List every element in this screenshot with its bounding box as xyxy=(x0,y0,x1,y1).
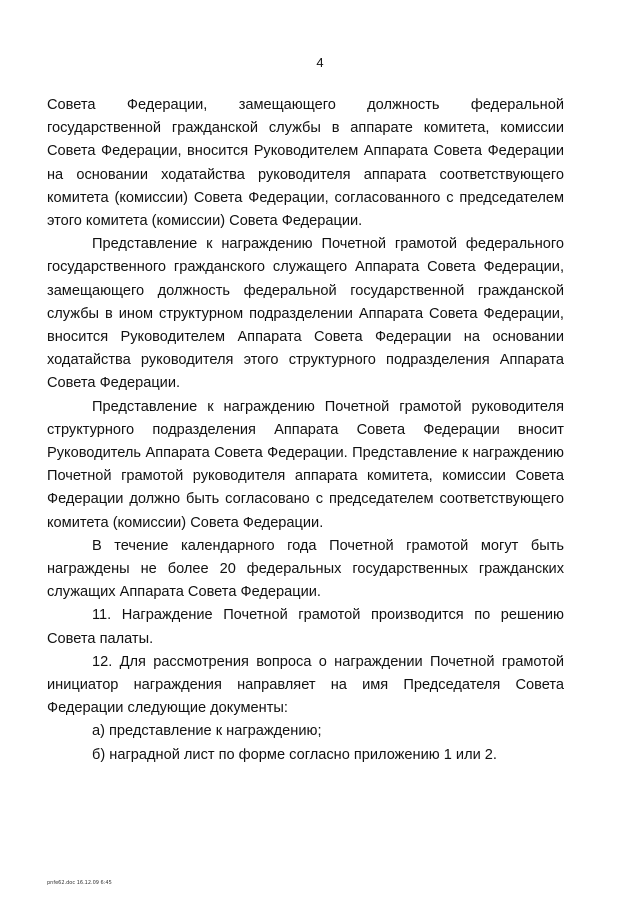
paragraph-representation-head: Представление к награждению Почетной грамотой руководителя структурного подразделения Аппарата Совета Федерации вносит Руководитель Аппарата Совета Федерации. Представление к награждению Почетной грамотой руководителя аппарата комитета, комиссии Совета Федерации должно быть согласовано с председателем соответствующего комитета (комиссии) Совета Федерации. xyxy=(47,398,564,531)
list-item-b: б) наградной лист по форме согласно приложению 1 или 2. xyxy=(92,746,497,763)
list-item-a: а) представление к награждению; xyxy=(92,723,322,740)
page-number: 4 xyxy=(316,55,324,70)
footer-file-stamp: pnfe62.doc 16.12.09 6:45 xyxy=(47,880,112,886)
paragraph-annual-limit: В течение календарного года Почетной грамотой могут быть награждены не более 20 федеральных государственных гражданских служащих Аппарата Совета Федерации. xyxy=(47,537,564,601)
paragraph-item-11: 11. Награждение Почетной грамотой производится по решению Совета палаты. xyxy=(47,607,564,647)
document-body xyxy=(47,94,564,767)
paragraph-continuation: Совета Федерации, замещающего должность федеральной государственной гражданской службы в аппарате комитета, комиссии Совета Федерации, вносится Руководителем Аппарата Совета Федерации на основании ходатайства руководителя аппарата соответствующего комитета (комиссии) Совета Федерации, согласованного с председателем этого комитета (комиссии) Совета Федерации. xyxy=(47,97,564,230)
paragraph-representation-apparatus: Представление к награждению Почетной грамотой федерального государственного гражданского служащего Аппарата Совета Федерации, замещающего должность федеральной государственной гражданской службы в ином структурном подразделении Аппарата Совета Федерации, вносится Руководителем Аппарата Совета Федерации на основании ходатайства руководителя этого структурного подразделения Аппарата Совета Федерации. xyxy=(47,236,564,392)
paragraph-item-12: 12. Для рассмотрения вопроса о награждении Почетной грамотой инициатор награждения направляет на имя Председателя Совета Федерации следующие документы: xyxy=(47,653,564,717)
